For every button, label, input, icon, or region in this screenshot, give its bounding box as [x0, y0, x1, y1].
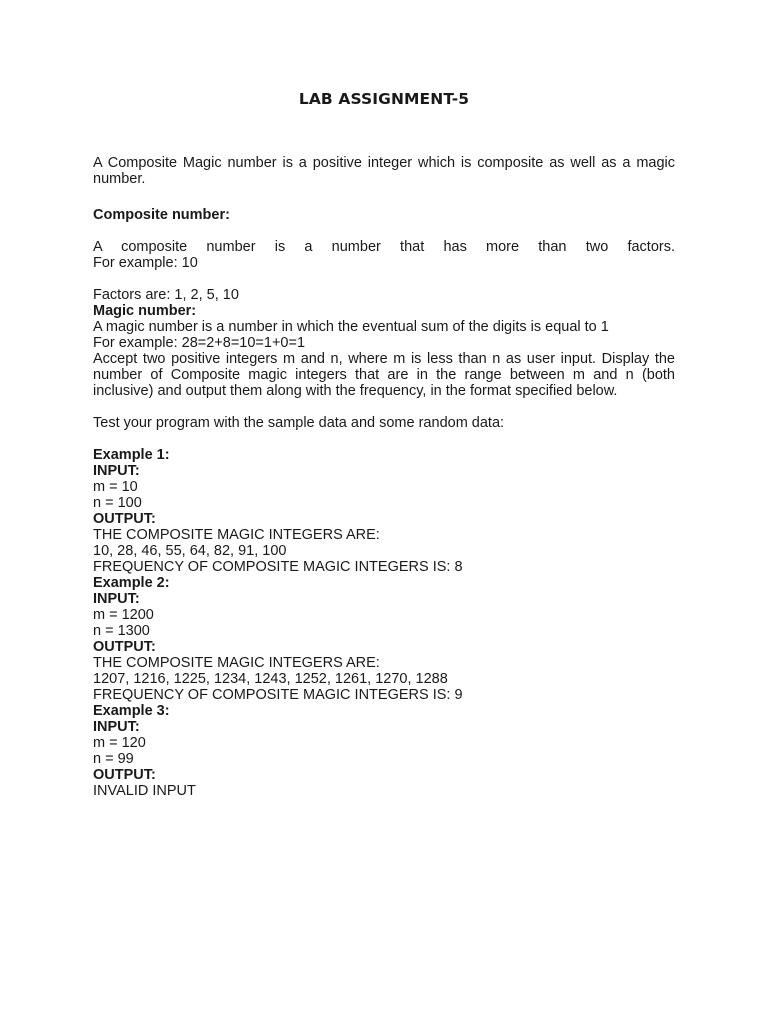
- output-line: 1207, 1216, 1225, 1234, 1243, 1252, 1261, 1270, 1288: [93, 671, 448, 687]
- output-line: FREQUENCY OF COMPOSITE MAGIC INTEGERS IS: 9: [93, 687, 463, 703]
- output-label: OUTPUT:: [93, 767, 156, 783]
- task-paragraph: Accept two positive integers m and n, where m is less than n as user input. Display the number of Composite magic integers that are in the range between m and n (both inclusive) and output them along with the frequency, in the format specified below.: [93, 351, 675, 399]
- input-m: m = 1200: [93, 607, 154, 623]
- input-label: INPUT:: [93, 719, 140, 735]
- factors-line: Factors are: 1, 2, 5, 10: [93, 287, 239, 303]
- input-label: INPUT:: [93, 463, 140, 479]
- output-label: OUTPUT:: [93, 511, 156, 527]
- example-1: [93, 447, 675, 575]
- input-n: n = 100: [93, 495, 142, 511]
- example-heading: Example 2:: [93, 575, 170, 591]
- example-2: [93, 575, 675, 703]
- input-m: m = 120: [93, 735, 146, 751]
- output-line: 10, 28, 46, 55, 64, 82, 91, 100: [93, 543, 287, 559]
- input-label: INPUT:: [93, 591, 140, 607]
- example-heading: Example 3:: [93, 703, 170, 719]
- intro-paragraph: A Composite Magic number is a positive integer which is composite as well as a magic number.: [93, 155, 675, 187]
- output-line: FREQUENCY OF COMPOSITE MAGIC INTEGERS IS: 8: [93, 559, 463, 575]
- composite-definition: A composite number is a number that has more than two factors.: [93, 239, 675, 255]
- magic-definition: A magic number is a number in which the eventual sum of the digits is equal to 1: [93, 319, 609, 335]
- test-line: Test your program with the sample data and some random data:: [93, 415, 505, 431]
- input-m: m = 10: [93, 479, 138, 495]
- magic-heading: Magic number:: [93, 303, 197, 319]
- output-line: THE COMPOSITE MAGIC INTEGERS ARE:: [93, 527, 380, 543]
- example-3: [93, 703, 675, 799]
- document-body: [93, 155, 675, 799]
- composite-heading: Composite number:: [93, 207, 230, 223]
- output-line: THE COMPOSITE MAGIC INTEGERS ARE:: [93, 655, 380, 671]
- magic-example: For example: 28=2+8=10=1+0=1: [93, 335, 306, 351]
- input-n: n = 99: [93, 751, 134, 767]
- output-line: INVALID INPUT: [93, 783, 196, 799]
- composite-example: For example: 10: [93, 255, 198, 271]
- input-n: n = 1300: [93, 623, 150, 639]
- page-title: LAB ASSIGNMENT-5: [298, 90, 470, 108]
- example-heading: Example 1:: [93, 447, 170, 463]
- output-label: OUTPUT:: [93, 639, 156, 655]
